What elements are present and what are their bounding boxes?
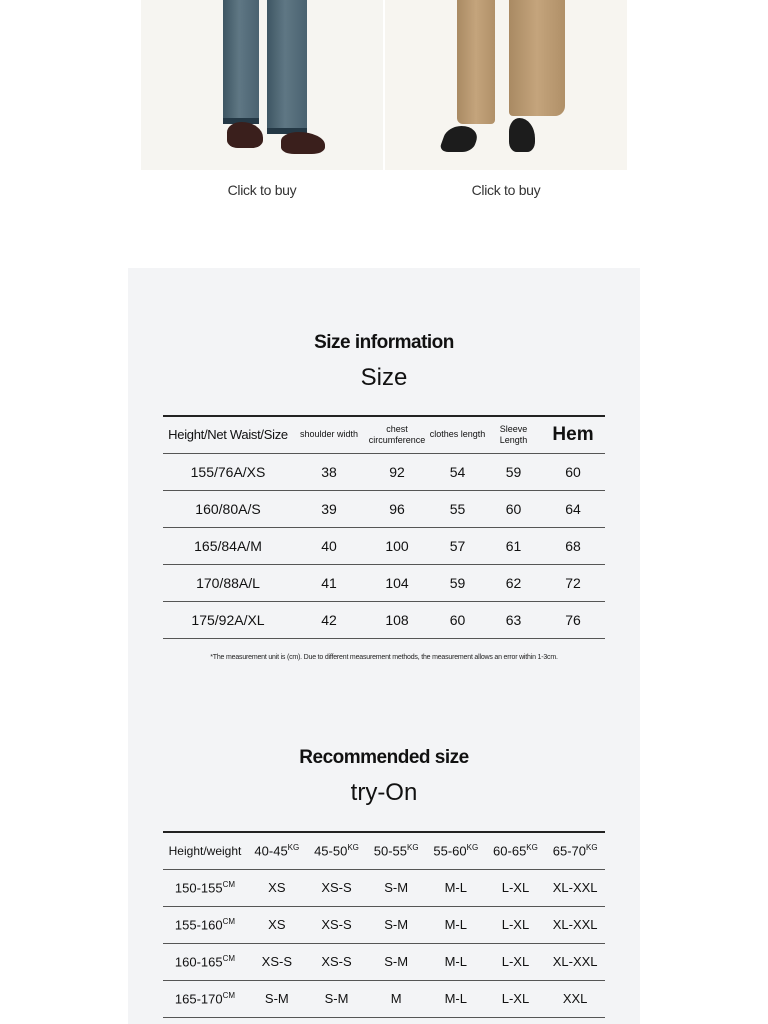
weight-header: $65-70^{KG}$ — [545, 832, 605, 869]
product-photo-khaki-pants[interactable] — [385, 0, 627, 170]
table-cell: 170/88A/L — [163, 564, 293, 601]
table-cell: 60 — [429, 601, 486, 638]
click-to-buy-link[interactable]: Click to buy — [227, 182, 297, 198]
table-cell: 104 — [365, 564, 429, 601]
khaki-left-leg — [457, 0, 495, 124]
table-cell: 68 — [541, 527, 605, 564]
table-row — [163, 980, 605, 1017]
table-cell: 72 — [541, 564, 605, 601]
table-cell: 96 — [365, 490, 429, 527]
table-cell: 175/92A/XL — [163, 601, 293, 638]
table-cell: 92 — [365, 453, 429, 490]
weight-header: $55-60^{KG}$ — [426, 832, 486, 869]
heel-right — [509, 118, 535, 152]
table-cell: 55 — [429, 490, 486, 527]
table-cell: 57 — [429, 527, 486, 564]
size-table — [163, 415, 605, 639]
table-cell: 59 — [429, 564, 486, 601]
try-on-table-header — [163, 832, 605, 869]
table-row — [163, 490, 605, 527]
table-row — [163, 601, 605, 638]
shoe-left — [227, 122, 263, 148]
size-cell: M-L — [426, 980, 486, 1017]
table-cell: 76 — [541, 601, 605, 638]
size-cell: S-M — [307, 980, 367, 1017]
weight-header: $45-50^{KG}$ — [307, 832, 367, 869]
size-table-header — [163, 416, 605, 453]
recommended-subtitle: Recommended size — [299, 747, 469, 768]
column-header: Hem — [541, 416, 605, 453]
table-cell: 38 — [293, 453, 365, 490]
size-cell: XS — [247, 906, 307, 943]
column-header: shoulder width — [293, 416, 365, 453]
column-header: Height/weight — [163, 832, 247, 869]
table-row — [163, 869, 605, 906]
size-cell: XS-S — [307, 943, 367, 980]
table-cell: 61 — [486, 527, 541, 564]
size-cell: L-XL — [486, 980, 546, 1017]
measurement-note: *The measurement unit is (cm). Due to different measurement methods, the measurement allows an error within 1-3cm. — [210, 654, 558, 661]
table-cell: 59 — [486, 453, 541, 490]
table-row — [163, 527, 605, 564]
size-cell: XXL — [545, 980, 605, 1017]
table-cell: 160/80A/S — [163, 490, 293, 527]
column-header: chest circumference — [365, 416, 429, 453]
weight-header: $60-65^{KG}$ — [486, 832, 546, 869]
shoe-right — [281, 132, 325, 154]
size-cell: M-L — [426, 869, 486, 906]
size-cell: XS-S — [307, 869, 367, 906]
table-cell: 54 — [429, 453, 486, 490]
table-cell: 155/76A/XS — [163, 453, 293, 490]
try-on-table — [163, 831, 605, 1018]
height-cell: $160-165^{CM}$ — [163, 943, 247, 980]
table-cell: 108 — [365, 601, 429, 638]
size-cell: S-M — [366, 869, 426, 906]
size-cell: L-XL — [486, 906, 546, 943]
table-cell: 39 — [293, 490, 365, 527]
table-row — [163, 453, 605, 490]
size-info-subtitle: Size information — [314, 332, 454, 353]
table-cell: 165/84A/M — [163, 527, 293, 564]
size-cell: XL-XXL — [545, 869, 605, 906]
size-cell: XL-XXL — [545, 943, 605, 980]
size-cell: L-XL — [486, 943, 546, 980]
size-cell: M — [366, 980, 426, 1017]
table-cell: 62 — [486, 564, 541, 601]
khaki-right-leg — [509, 0, 565, 116]
table-row — [163, 906, 605, 943]
weight-header: $40-45^{KG}$ — [247, 832, 307, 869]
product-photos — [141, 0, 627, 170]
size-cell: S-M — [247, 980, 307, 1017]
heel-left — [438, 126, 481, 152]
height-cell: $155-160^{CM}$ — [163, 906, 247, 943]
table-row — [163, 564, 605, 601]
column-header: Height/Net Waist/Size — [163, 416, 293, 453]
recommended-title: try-On — [350, 779, 418, 806]
size-cell: M-L — [426, 906, 486, 943]
size-panel — [128, 268, 640, 1024]
size-cell: S-M — [366, 943, 426, 980]
size-cell: S-M — [366, 906, 426, 943]
table-cell: 60 — [541, 453, 605, 490]
size-cell: XS-S — [307, 906, 367, 943]
table-cell: 60 — [486, 490, 541, 527]
column-header: clothes length — [429, 416, 486, 453]
table-row — [163, 943, 605, 980]
jeans-left-leg — [223, 0, 259, 124]
table-cell: 63 — [486, 601, 541, 638]
table-cell: 42 — [293, 601, 365, 638]
weight-header: $50-55^{KG}$ — [366, 832, 426, 869]
click-to-buy-link[interactable]: Click to buy — [471, 182, 541, 198]
table-cell: 41 — [293, 564, 365, 601]
size-cell: M-L — [426, 943, 486, 980]
height-cell: $165-170^{CM}$ — [163, 980, 247, 1017]
jeans-right-leg — [267, 0, 307, 134]
height-cell: $150-155^{CM}$ — [163, 869, 247, 906]
table-cell: 100 — [365, 527, 429, 564]
size-cell: XS-S — [247, 943, 307, 980]
size-cell: XS — [247, 869, 307, 906]
product-photo-jeans[interactable] — [141, 0, 383, 170]
table-cell: 40 — [293, 527, 365, 564]
size-info-title: Size — [360, 364, 408, 391]
table-cell: 64 — [541, 490, 605, 527]
column-header: Sleeve Length — [486, 416, 541, 453]
size-cell: L-XL — [486, 869, 546, 906]
size-cell: XL-XXL — [545, 906, 605, 943]
